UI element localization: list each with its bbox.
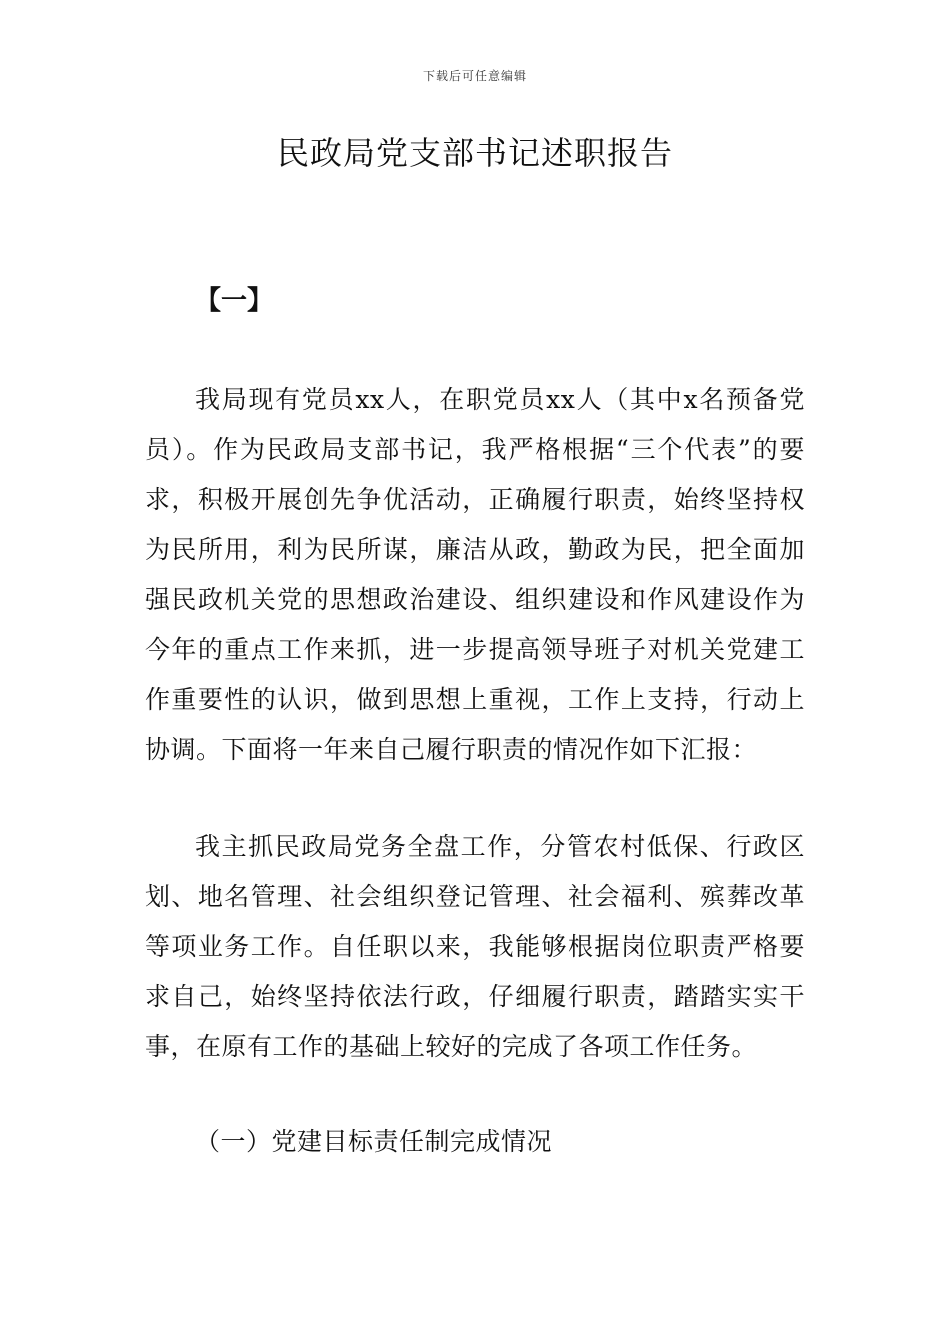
document-title: 民政局党支部书记述职报告 <box>276 134 673 172</box>
section-marker: 【一】 <box>195 286 274 316</box>
body-paragraph: 我主抓民政局党务全盘工作，分管农村低保、行政区划、地名管理、社会组织登记管理、社会福利、殡葬改革等项业务工作。自任职以来，我能够根据岗位职责严格要求自己，始终坚持依法行政，仔细履行职责，踏踏实实干事，在原有工作的基础上较好的完成了各项工作任务。 <box>145 832 805 1061</box>
body-paragraph: 我局现有党员xx人，在职党员xx人（其中x名预备党员）。作为民政局支部书记，我严格根据“三个代表”的要求，积极开展创先争优活动，正确履行职责，始终坚持权为民所用，利为民所谋，廉洁从政，勤政为民，把全面加强民政机关党的思想政治建设、组织建设和作风建设作为今年的重点工作来抓，进一步提高领导班子对机关党建工作重要性的认识，做到思想上重视，工作上支持，行动上协调。下面将一年来自己履行职责的情况作如下汇报： <box>145 385 805 764</box>
header-note: 下载后可任意编辑 <box>422 69 527 83</box>
section-subheading: （一）党建目标责任制完成情况 <box>195 1127 553 1156</box>
